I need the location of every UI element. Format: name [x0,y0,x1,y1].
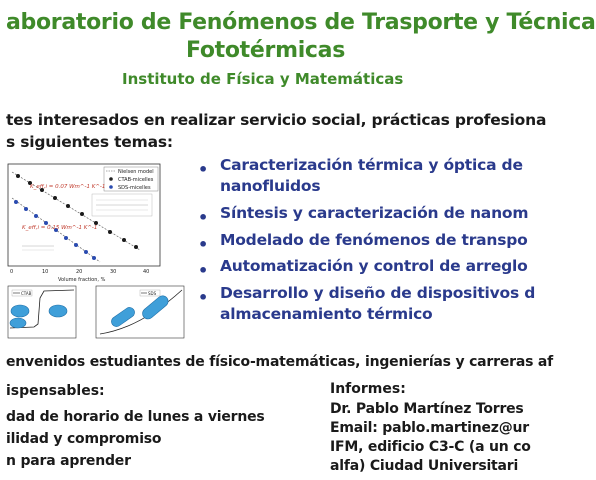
bullet-2: • [198,208,209,227]
topic-1-line-2: nanofluidos [220,177,321,195]
micelle-sphere-2 [10,318,26,328]
annotation-bottom: K_eff,i = 0.15 Wm^-1 K^-1 [22,225,98,231]
topic-5-line-1: Desarrollo y diseño de dispositivos d [220,284,536,302]
x-axis-label: Volume fraction, % [58,277,106,283]
requirement-2: ilidad y compromiso [6,431,162,447]
topic-5-line-2: almacenamiento térmico [220,305,433,323]
contact-location-1: IFM, edificio C3-C (a un co [330,439,531,455]
bullet-1: • [198,160,209,179]
svg-text:30: 30 [110,269,117,275]
svg-text:10: 10 [42,269,49,275]
topic-4-line-1: Automatización y control de arreglo [220,257,528,275]
bullet-5: • [198,288,209,307]
svg-text:0: 0 [10,269,14,275]
contact-email[interactable]: Email: pablo.martinez@ur [330,420,530,436]
small-right-legend: SDS [148,291,157,296]
legend-sds: SDS-micelles [118,185,151,191]
page-title: aboratorio de Fenómenos de Trasporte y Técnica [6,10,596,35]
svg-text:20: 20 [76,269,83,275]
bullet-3: • [198,235,209,254]
contact-name: Dr. Pablo Martínez Torres [330,401,524,417]
welcome-line: envenidos estudiantes de físico-matemáticas, ingenierías y carreras af [6,354,554,370]
requirements-heading: ispensables: [6,383,105,399]
intro-line-1: tes interesados en realizar servicio social, prácticas profesiona [6,111,547,129]
contact-heading: Informes: [330,381,406,397]
page-subtitle: Instituto de Física y Matemáticas [122,70,404,88]
requirement-3: n para aprender [6,453,131,469]
micelle-sphere-3 [49,305,67,317]
page-title-line2: Fototérmicas [186,38,346,63]
research-figure [0,158,196,348]
micelle-sphere-1 [11,305,29,317]
annotation-top: K_eff,i = 0.07 Wm^-1 K^-1 [30,184,106,190]
small-left-legend: CTAB [21,291,32,296]
bullet-4: • [198,261,209,280]
svg-text:40: 40 [143,269,150,275]
topic-3-line-1: Modelado de fenómenos de transpo [220,231,528,249]
requirement-1: dad de horario de lunes a viernes [6,409,265,425]
intro-line-2: s siguientes temas: [6,133,173,151]
legend-ctab: CTAB-micelles [118,177,154,183]
topic-2-line-1: Síntesis y caracterización de nanom [220,204,529,222]
contact-location-2: alfa) Ciudad Universitari [330,458,519,474]
topic-1-line-1: Caracterización térmica y óptica de [220,156,523,174]
legend-nielsen: Nielsen model [118,169,154,175]
x-ticks [10,269,149,275]
